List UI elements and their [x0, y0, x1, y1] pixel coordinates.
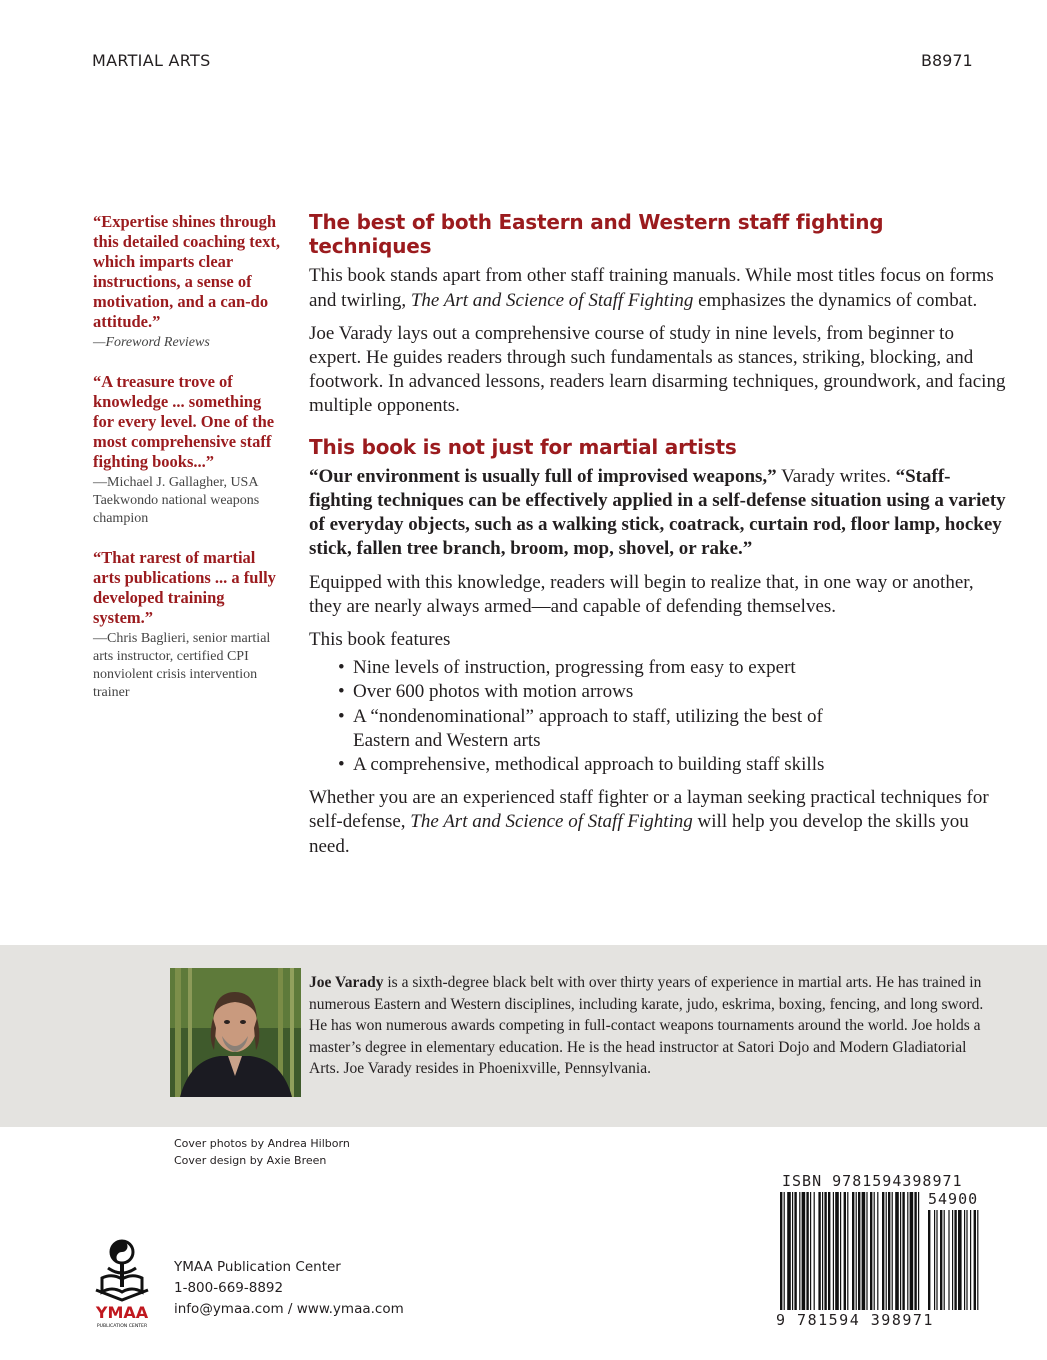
- barcode: [780, 1192, 980, 1314]
- publisher-contact: info@ymaa.com / www.ymaa.com: [174, 1301, 404, 1317]
- category-label: MARTIAL ARTS: [92, 51, 211, 70]
- heading-not-just-martial-artists: This book is not just for martial artists: [309, 434, 737, 459]
- photo-credit: Cover photos by Andrea Hilborn: [174, 1137, 350, 1150]
- list-item: • A comprehensive, methodical approach to building staff skills: [353, 753, 1009, 777]
- publisher-name: YMAA Publication Center: [174, 1259, 341, 1275]
- paragraph-intro: This book stands apart from other staff training manuals. While most titles focus on forms and twirling, The Art and Science of Staff Fighting emphasizes the dynamics of combat.: [309, 265, 994, 311]
- quote-3: [93, 548, 283, 702]
- paragraph-closing: Whether you are an experienced staff fighter or a layman seeking practical techniques for self-defense, The Art and Science of Staff Fighting will help you develop the skills you need.: [309, 787, 989, 857]
- quote-text: “Expertise shines through this detailed coaching text, which imparts clear instructions, a sense of motivation, and a can-do attitude.”: [93, 212, 280, 331]
- quote-2: [93, 372, 283, 528]
- book-title: The Art and Science of Staff Fighting: [410, 811, 693, 833]
- quote-attribution: —Chris Baglieri, senior martial arts instructor, certified CPI nonviolent crisis intervention trainer: [93, 631, 271, 700]
- publisher-info: [174, 1257, 404, 1320]
- heading-eastern-western: The best of both Eastern and Western staff fighting techniques: [309, 210, 884, 259]
- quote-1: [93, 212, 283, 352]
- quote-text: “That rarest of martial arts publications ... a fully developed training system.”: [93, 548, 276, 627]
- ymaa-logo: [92, 1238, 152, 1330]
- paragraph-armed: Equipped with this knowledge, readers will begin to realize that, in one way or another, they are nearly always armed—and capable of defending themselves.: [309, 571, 974, 617]
- features-intro: This book features: [309, 629, 451, 651]
- list-item: • Nine levels of instruction, progressing from easy to expert: [353, 656, 1009, 680]
- quote-text: “A treasure trove of knowledge ... something for every level. One of the most comprehensive staff fighting books...”: [93, 372, 275, 471]
- author-photo: [170, 968, 301, 1097]
- product-code: B8971: [921, 51, 973, 70]
- features-list: [309, 656, 1009, 777]
- main-description: [309, 210, 1009, 868]
- design-credit: Cover design by Axie Breen: [174, 1154, 327, 1167]
- list-item: • Over 600 photos with motion arrows: [353, 680, 1009, 704]
- publisher-phone: 1-800-669-8892: [174, 1280, 284, 1296]
- ean-digits: 9 781594 398971: [776, 1311, 934, 1329]
- paragraph-course: Joe Varady lays out a comprehensive course of study in nine levels, from beginner to expert. He guides readers through such fundamentals as stances, striking, blocking, and footwork. In advanced lessons, readers learn disarming techniques, groundwork, and facing multiple opponents.: [309, 322, 1006, 417]
- quote-attribution: —Michael J. Gallagher, USA Taekwondo national weapons champion: [93, 475, 260, 526]
- author-bio: Joe Varady is a sixth-degree black belt with over thirty years of experience in martial arts. He has trained in numerous Eastern and Western disciplines, including karate, judo, eskrima, boxing, fencing, and long sword. He has won numerous awards competing in full-contact weapons tournaments around the world. Joe holds a master’s degree in elementary education. He is the head instructor at Satori Dojo and Modern Gladiatorial Arts. Joe Varady resides in Phoenixville, Pennsylvania.: [309, 974, 984, 1077]
- paragraph-quote: “Our environment is usually full of improvised weapons,” Varady writes. “Staff-fighting techniques can be effectively applied in a self-defense situation using a variety of everyday objects, such as a walking stick, coatrack, curtain rod, floor lamp, hockey stick, fallen tree branch, broom, mop, shovel, or rake.”: [309, 465, 1006, 560]
- logo-subtext: PUBLICATION CENTER: [96, 1324, 148, 1329]
- isbn-label: ISBN 9781594398971: [782, 1172, 963, 1190]
- author-name: Joe Varady: [309, 974, 384, 991]
- quote-attribution: —Foreword Reviews: [93, 335, 210, 350]
- review-quotes: [93, 212, 283, 722]
- price-code: 54900: [928, 1190, 979, 1208]
- list-item: • A “nondenominational” approach to staff, utilizing the best of Eastern and Western arts: [353, 705, 863, 753]
- cover-credits: [174, 1135, 350, 1169]
- book-title: The Art and Science of Staff Fighting: [410, 289, 694, 311]
- logo-wordmark: YMAA: [95, 1303, 149, 1322]
